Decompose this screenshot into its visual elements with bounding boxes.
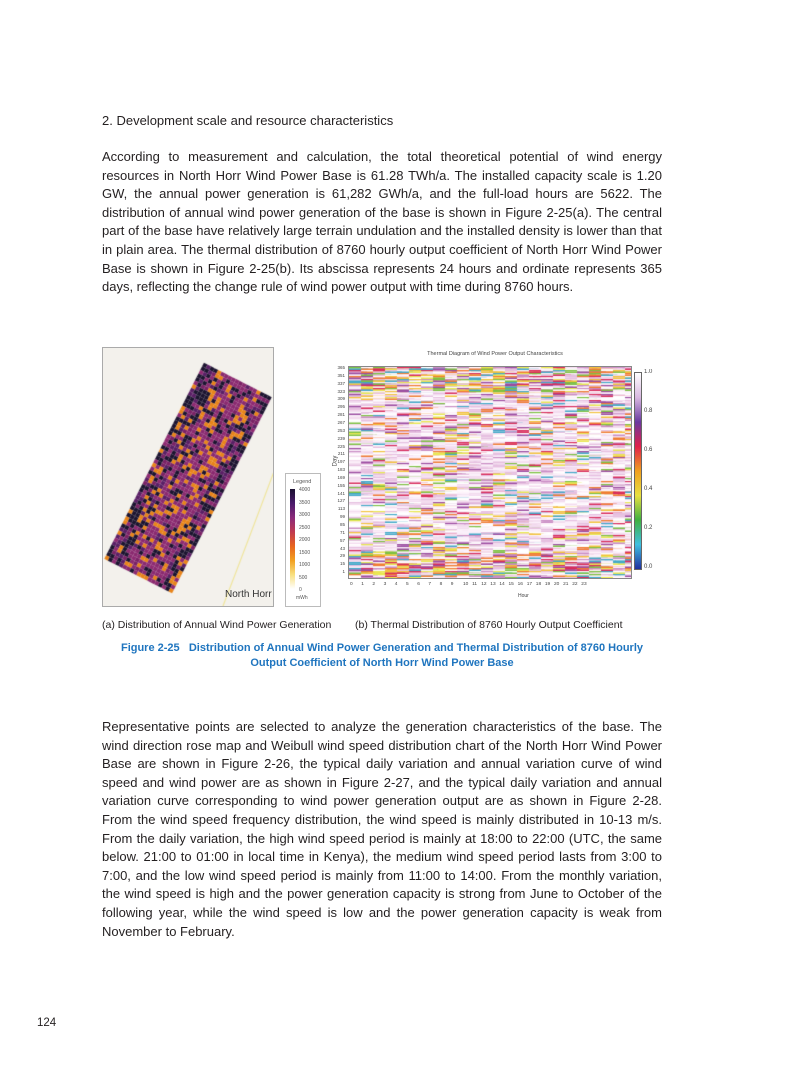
hour-tick: 23	[581, 582, 587, 587]
hour-tick: 22	[572, 582, 578, 587]
day-tick: 113	[337, 506, 345, 512]
day-tick: 295	[337, 404, 345, 410]
colorbar-tick: 0.8	[644, 408, 653, 414]
day-tick: 15	[339, 561, 345, 567]
hour-tick: 3	[383, 582, 387, 587]
hour-tick: 6	[417, 582, 420, 587]
hour-tick: 13	[490, 582, 496, 587]
legend-value: 0	[299, 587, 302, 593]
hour-tick: 9	[450, 582, 454, 587]
day-tick: 323	[337, 388, 345, 394]
legend-colorbar	[290, 489, 295, 589]
day-tick: 57	[339, 537, 345, 543]
day-tick: 309	[337, 396, 345, 402]
legend-value: 2500	[299, 524, 311, 531]
hour-tick: 12	[481, 582, 487, 587]
legend-value: 500	[299, 574, 308, 581]
hour-tick: 15	[508, 582, 514, 587]
section-heading: 2. Development scale and resource characteristics	[102, 113, 394, 128]
hour-tick: 10	[463, 582, 469, 587]
heatmap-cells	[348, 366, 632, 579]
day-tick: 197	[337, 459, 345, 465]
day-tick: 29	[339, 553, 345, 559]
hour-tick: 4	[394, 582, 398, 587]
day-tick: 337	[337, 380, 345, 386]
day-tick: 155	[337, 482, 345, 488]
colorbar-tick: 1.0	[644, 369, 653, 375]
colorbar-tick: 0.6	[644, 447, 653, 453]
heatmap-title: Thermal Diagram of Wind Power Output Characteristics	[427, 351, 563, 357]
hour-tick: 1	[361, 582, 364, 587]
day-tick: 71	[339, 529, 345, 535]
day-tick: 43	[339, 545, 345, 551]
hour-tick: 18	[535, 582, 542, 587]
figure-2-25	[102, 345, 662, 608]
annual-generation-map	[102, 347, 274, 607]
colorbar-tick: 0.4	[644, 486, 653, 492]
legend-value: 4000	[299, 487, 311, 493]
day-tick: 225	[337, 443, 345, 449]
legend-title: Legend	[293, 479, 312, 485]
hour-tick: 0	[350, 582, 353, 587]
hour-tick: 11	[472, 582, 478, 587]
colorbar-tick: 0.2	[644, 525, 653, 531]
legend-unit: mWh	[296, 595, 308, 601]
day-tick: 183	[337, 467, 345, 473]
heatmap-xlabel: Hour	[518, 593, 529, 599]
hour-tick: 5	[406, 582, 409, 587]
day-tick: 239	[337, 435, 345, 441]
day-tick: 211	[337, 451, 345, 457]
colorbar-tick: 0.0	[644, 564, 653, 570]
day-tick: 253	[337, 427, 345, 433]
day-tick: 99	[339, 514, 345, 520]
day-tick: 267	[337, 419, 345, 425]
hour-tick: 17	[526, 582, 533, 587]
place-label: North Horr	[225, 589, 272, 600]
hour-tick: 19	[544, 582, 551, 587]
figure-title-line1: Figure 2-25 Distribution of Annual Wind Power Generation and Thermal Distribution of 8760 Hourly	[120, 642, 644, 654]
figure-title-line2: Output Coefficient of North Horr Wind Power Base	[250, 657, 514, 669]
caption-b: (b) Thermal Distribution of 8760 Hourly Output Coefficient	[355, 619, 623, 631]
hour-tick: 21	[563, 582, 569, 587]
day-tick: 351	[337, 372, 345, 378]
day-tick: 281	[337, 412, 345, 418]
day-tick: 85	[339, 522, 345, 527]
legend-value: 3500	[299, 499, 311, 506]
hour-tick: 14	[499, 582, 505, 587]
map-legend	[285, 473, 321, 607]
day-tick: 365	[337, 365, 345, 370]
legend-value: 3000	[299, 512, 311, 518]
legend-value: 1000	[299, 562, 311, 568]
page-number: 124	[37, 1017, 57, 1029]
day-tick: 127	[337, 498, 345, 504]
hour-tick: 7	[428, 582, 432, 587]
paragraph-analysis: Representative points are selected to analyze the generation characteristics of the base. The wind direction rose map and Weibull wind speed distribution chart of the North Horr Wind Power Base are shown in Figure 2-26, the typical daily variation and annual variation curve of wind speed and wind power are as shown in Figure 2-27, and the typical daily variation and annual variation curve corresponding to wind power generation output are as shown in Figure 2-28. From the wind speed frequency distribution, the wind speed is mainly distributed in 10-13 m/s. From the daily variation, the high wind speed period is mainly at 18:00 to 22:00 (UTC, the same below. 21:00 to 01:00 in local time in Kenya), the medium wind speed period lasts from 3:00 to 7:00, and the low wind speed period is mainly from 11:00 to 14:00. From the monthly variation, the wind speed is high and the power generation capacity is strong from June to October of the following year, while the wind speed is low and the power generation capacity is weak from November to February.	[102, 719, 662, 939]
thermal-heatmap	[328, 345, 662, 608]
legend-value: 1500	[299, 549, 311, 556]
heatmap-ylabel: Day	[332, 455, 339, 467]
hour-tick: 20	[554, 582, 560, 587]
map-raster	[103, 348, 273, 606]
hour-tick: 16	[517, 582, 523, 587]
day-tick: 141	[337, 490, 345, 496]
hour-tick: 8	[439, 582, 443, 587]
day-tick: 1	[342, 569, 345, 575]
day-tick: 169	[337, 474, 345, 480]
hour-tick: 2	[372, 582, 376, 587]
caption-a: (a) Distribution of Annual Wind Power Generation	[102, 619, 332, 631]
heatmap-colorbar	[634, 372, 642, 570]
paragraph-intro: According to measurement and calculation, the total theoretical potential of wind energy resources in North Horr Wind Power Base is 61.28 TWh/a. The installed capacity scale is 1.20 GW, the annual power generation is 61,282 GWh/a, and the full-load hours are 5622. The distribution of annual wind power generation of the base is shown in Figure 2-25(a). The central part of the base have relatively large terrain undulation and the installed density is lower than that in plain area. The thermal distribution of 8760 hourly output coefficient of North Horr Wind Power Base is shown in Figure 2-25(b). Its abscissa represents 24 hours and ordinate represents 365 days, reflecting the change rule of wind power output with time during 8760 hours.	[102, 149, 662, 295]
legend-value: 2000	[299, 537, 311, 543]
figure-title	[102, 641, 662, 671]
